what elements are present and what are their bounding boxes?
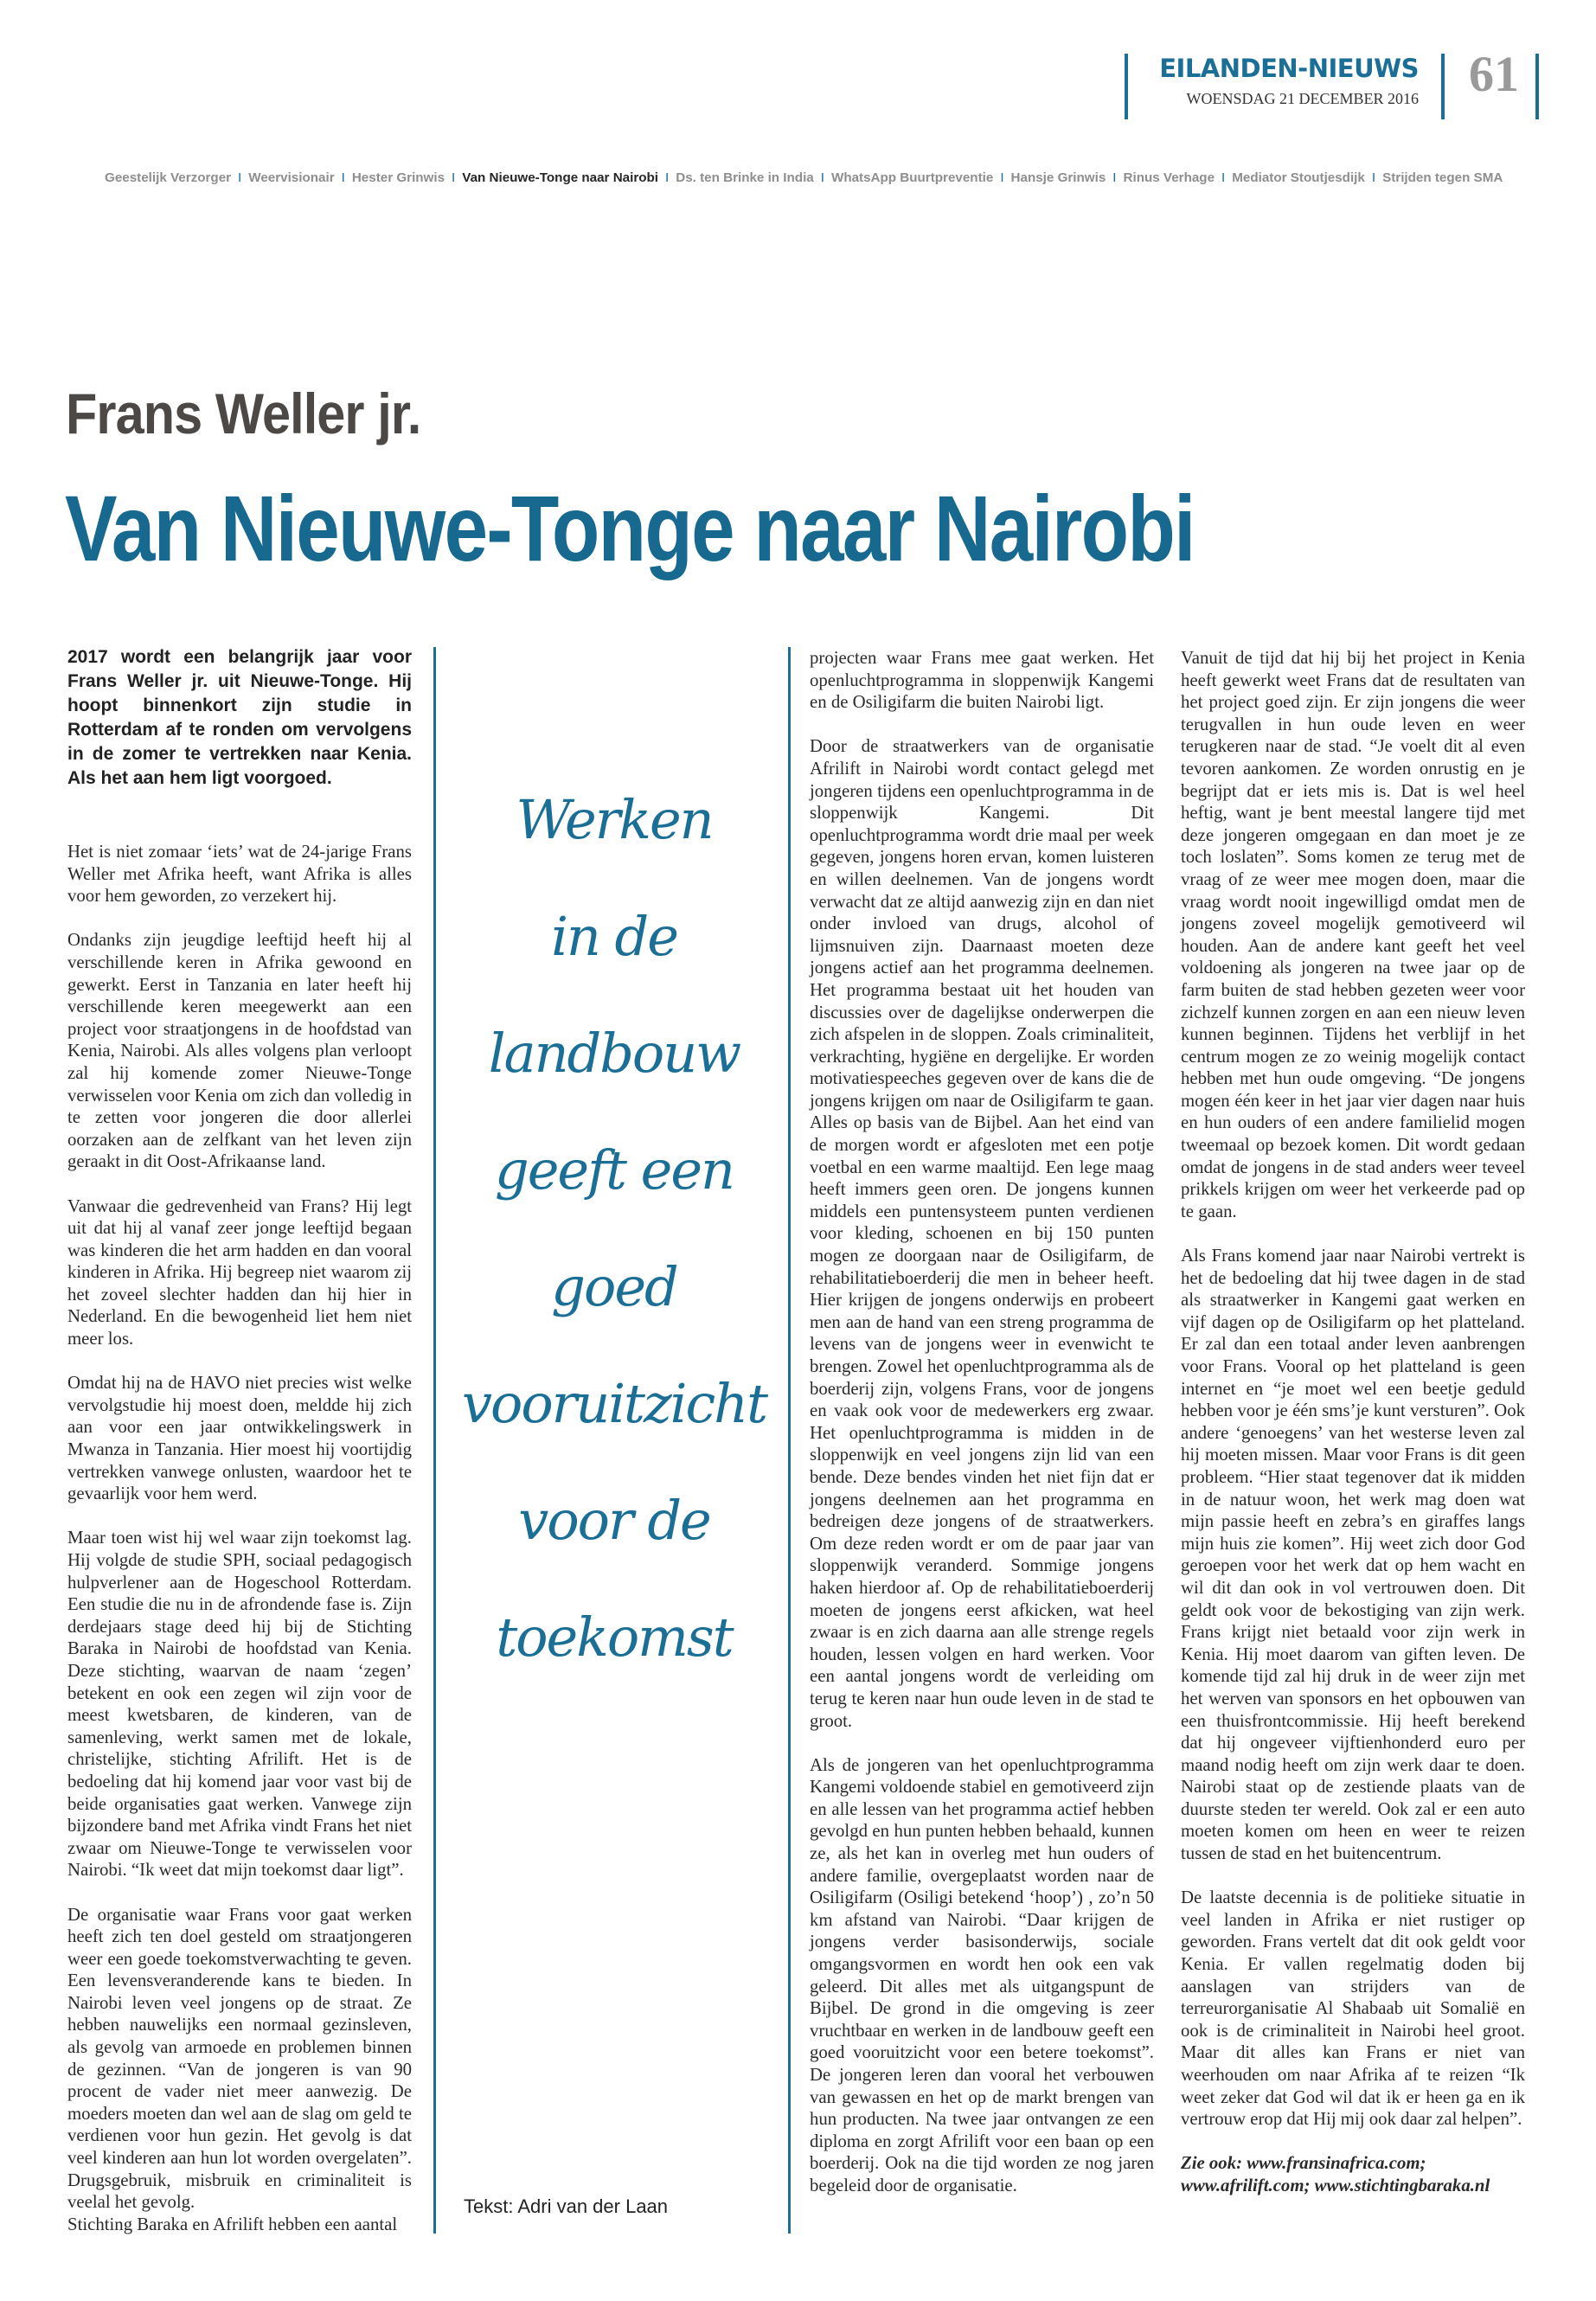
- paragraph: Maar toen wist hij wel waar zijn toekomst lag. Hij volgde de studie SPH, sociaal pedagogisch hulpverlener aan de Hogeschool Rotterdam. Een studie die nu in de afrondende fase is. Zijn derdejaars stage deed hij bij de Stichting Baraka in Nairobi de hoofdstad van Kenia. Deze stichting, waarvan de naam ‘zegen’ betekent en ook een zegen wil zijn voor de meest kwetsbaren, de kinderen, van de samenleving, werkt samen met de lokale, christelijke, stichting Afrilift. Het is de bedoeling dat hij komend jaar voor vast bij de beide organisaties gaat werken. Vanwege zijn bijzondere band met Afrika vindt Frans het niet zwaar om Nieuwe-Tonge te verwisselen voor Nairobi. “Ik weet dat mijn toekomst daar ligt”.: [67, 1528, 412, 1881]
- nav-item[interactable]: Hansje Grinwis: [1010, 170, 1106, 185]
- article-title: Van Nieuwe-Tonge naar Nairobi: [65, 476, 1195, 580]
- article-column-1: [67, 645, 412, 2235]
- paragraph: Omdat hij na de HAVO niet precies wist welke vervolgstudie hij moest doen, meldde hij zich aan voor een jaar ontwikkelingswerk in Mwanza in Tanzania. Hier moest hij voortijdig vertrekken vanwege onlusten, waardoor het te gevaarlijk voor hem werd.: [67, 1373, 412, 1504]
- nav-item[interactable]: Ds. ten Brinke in India: [676, 170, 814, 185]
- masthead-divider-end: [1535, 54, 1539, 119]
- paragraph: Als Frans komend jaar naar Nairobi vertrekt is het de bedoeling dat hij twee dagen in de stad als straatwerker in Kangemi gaat werken en vijf dagen op de Osiligifarm op het platteland. Er zal dan een totaal ander leven aanbrengen voor Frans. Vooral op het platteland is geen internet en “je moet wel een beetje geduld hebben voor je één sms’je kunt versturen”. Ook andere ‘genoegens’ van het westerse leven zal hij moeten missen. Maar voor Frans is dit geen probleem. “Hier staat tegenover dat ik midden in de natuur woon, het werk mag doen wat mijn passie heeft en zebra’s en giraffes langs mijn huis zie komen”. Hij weet zich door God geroepen voor het werk dat op hem wacht en wil dit dan ook in vol vertrouwen doen. Dit geldt ook voor de bekostiging van zijn werk. Frans krijgt niet betaald voor zijn werk in Kenia. Hij moet daarom van giften leven. De komende tijd zal hij druk in de weer zijn met het werven van sponsors en het opbouwen van een thuisfrontcommissie. Hij heeft berekend dat hij ongeveer vijftienhonderd euro per maand nodig heeft om zijn werk daar te doen. Nairobi staat op de zestiende plaats van de duurste steden ter wereld. Ook zal er een auto moeten komen om heen en weer te reizen tussen de stad en het buitencentrum.: [1181, 1246, 1525, 1864]
- column-rule: [433, 647, 436, 2234]
- paragraph: Als de jongeren van het openluchtprogramma Kangemi voldoende stabiel en gemotiveerd zijn en alle lessen van het programma actief hebben gevolgd en hun punten hebben behaald, kunnen ze, als het kan in overleg met hun ouders of andere familie, overgeplaatst worden naar de Osiligifarm (Osiligi betekend ‘hoop’) , zo’n 50 km afstand van Nairobi. “Daar krijgen de jongens verder basisonderwijs, sociale omgangsvormen en wordt hen ook een vak geleerd. Dit alles met als uitgangspunt de Bijbel. De grond in die omgeving is zeer vruchtbaar en werken in de landbouw geeft een goed vooruitzicht voor een betere toekomst”. De jongeren leren dan vooral het verbouwen van gewassen en het op de markt brengen van hun producten. Na twee jaar ontvangen ze een diploma en zorgt Afrilift voor een baan op een boerderij. Ook na die tijd worden ze nog jaren begeleid door de organisatie.: [810, 1754, 1154, 2195]
- nav-separator: I: [1371, 170, 1376, 185]
- pull-quote-line: in de: [551, 905, 677, 968]
- nav-item[interactable]: Mediator Stoutjesdijk: [1232, 170, 1365, 185]
- nav-separator: I: [341, 170, 345, 185]
- nav-separator: I: [452, 170, 456, 185]
- pull-quote-line: goed: [551, 1255, 677, 1318]
- nav-item[interactable]: WhatsApp Buurtpreventie: [830, 170, 994, 185]
- nav-item[interactable]: Strijden tegen SMA: [1382, 170, 1503, 185]
- paragraph: Vanwaar die gedrevenheid van Frans? Hij legt uit dat hij al vanaf zeer jonge leeftijd begaan was kinderen die het arm hadden en dan vooral kinderen in Afrika. Hij begreep niet waarom zij het zoveel slechter hadden dan hij hier in Nederland. En die bewogenheid liet hem niet meer los.: [67, 1195, 412, 1349]
- paragraph: De organisatie waar Frans voor gaat werken heeft zich ten doel gesteld om straatjongeren weer een goede toekomstverwachting te geven. Een levensveranderende kans te bieden. In Nairobi leven veel jongens op de straat. Ze hebben nauwelijks een normaal gezinsleven, als gevolg van armoede en problemen binnen de gezinnen. “Van de jongeren is van 90 procent de vader niet meer aanwezig. De moeders moeten dan wel aan de slag om geld te verdienen voor hun gezin. Het gevolg is dat veel kinderen aan hun lot worden overgelaten”. Drugsgebruik, misbruik en criminaliteit is veelal het gevolg.: [67, 1904, 412, 2213]
- paragraph: Door de straatwerkers van de organisatie Afrilift in Nairobi wordt contact gelegd met jongeren tijdens een openluchtprogramma in de sloppenwijk Kangemi. Dit openluchtprogramma wordt drie maal per week gegeven, jongens horen ervan, komen luisteren en willen deelnemen. Van de jongens wordt verwacht dat ze altijd aanwezig zijn en dan niet onder invloed van drugs, alcohol of lijmsnuiven zijn. Daarnaast moeten deze jongens actief aan het programma deelnemen. Het programma bestaat uit het houden van discussies over de dagelijkse onderwerpen die zich afspelen in de sloppen. Zoals criminaliteit, verkrachting, hygiëne en dergelijke. Er worden motivatiespeeches gegeven over de kans die de jongens krijgen om naar de Osiligifarm te gaan. Alles op basis van de Bijbel. Aan het eind van de morgen wordt er afgesloten met een potje voetbal en een warme maaltijd. Een lege maag heeft immers geen oren. De jongens kunnen middels een puntensysteem punten verdienen voor kleding, schoenen en bij 150 punten mogen ze doorgaan naar de Osiligifarm, de rehabilitatieboerderij die men in beheer heeft. Hier krijgen de jongens onderwijs en probeert men aan de hand van een streng programma de levens van de jongens weer in evenwicht te brengen. Zowel het openluchtprogramma als de boerderij zijn, volgens Frans, voor de jongens en vaak ook voor de medewerkers erg zwaar. Het openluchtprogramma is midden in de sloppenwijk en veel jongens zijn lid van een bende. Deze bendes vinden het niet fijn dat er jongens deelnemen aan het programma en bedreigen deze jongens of de straatwerkers. Om deze reden wordt er om de paar jaar van sloppenwijk veranderd. Sommige jongens haken hierdoor af. Op de rehabilitatieboerderij moeten de jongens eerst afkicken, wat heel zwaar is en zich daarna aan alle strenge regels houden, lessen volgen en hard werken. Voor een aantal jongens wordt de verleiding om terug te keren naar hun oude leven in de stad te groot.: [810, 736, 1154, 1731]
- publication-date: WOENSDAG 21 DECEMBER 2016: [1186, 90, 1419, 107]
- pull-quote: [450, 761, 779, 1695]
- nav-separator: I: [1000, 170, 1004, 185]
- article-author: Frans Weller jr.: [66, 381, 421, 445]
- nav-separator: I: [238, 170, 242, 185]
- paragraph: Het is niet zomaar ‘iets’ wat de 24-jarige Frans Weller met Afrika heeft, want Afrika is alles voor hem geworden, zo verzekert hij.: [67, 842, 412, 907]
- paragraph: De laatste decennia is de politieke situatie in veel landen in Afrika er niet rustiger op geworden. Frans vertelt dat dit ook geldt voor Kenia. Er vallen regelmatig doden bij aanslagen van strijders van de terreurorganisatie Al Shabaab uit Somalië en ook is de criminaliteit in Nairobi heel groot. Maar dit alles kan Frans er niet van weerhouden om naar Afrika af te reizen “Ik weet zeker dat God wil dat ik er heen ga en ik vertrouw erop dat Hij mij ook daar zal helpen”.: [1181, 1888, 1525, 2130]
- see-also-links[interactable]: Zie ook: www.fransinafrica.com; www.afrilift.com; www.stichtingbaraka.nl: [1181, 2153, 1490, 2195]
- section-nav: [105, 170, 1558, 185]
- nav-item-active[interactable]: Van Nieuwe-Tonge naar Nairobi: [462, 170, 659, 185]
- article-column-3: [1181, 647, 1525, 2197]
- nav-item[interactable]: Rinus Verhage: [1123, 170, 1215, 185]
- nav-separator: I: [820, 170, 824, 185]
- pull-quote-line: landbouw: [488, 1022, 740, 1085]
- publication-name: EILANDEN-NIEUWS: [1159, 54, 1419, 83]
- page-number: 61: [1469, 46, 1519, 102]
- column-rule: [788, 647, 791, 2234]
- article-lead: 2017 wordt een belangrijk jaar voor Frans Weller jr. uit Nieuwe-Tonge. Hij hoopt binnenkort zijn studie in Rotterdam af te ronden om vervolgens in de zomer te vertrekken naar Kenia. Als het aan hem ligt voorgoed.: [67, 647, 412, 788]
- pull-quote-line: geeft een: [495, 1138, 734, 1202]
- article-credit: Tekst: Adri van der Laan: [464, 2195, 669, 2217]
- pull-quote-line: vooruitzicht: [461, 1372, 767, 1435]
- masthead-divider-right: [1441, 54, 1445, 119]
- nav-item[interactable]: Weervisionair: [248, 170, 335, 185]
- paragraph: Ondanks zijn jeugdige leeftijd heeft hij al verschillende keren in Afrika gewoond en gewerkt. Eerst in Tanzania en later heeft hij verschillende keren meegewerkt aan een project voor straatjongens in de hoofdstad van Kenia, Nairobi. Als alles volgens plan verloopt zal hij komende zomer Nieuwe-Tonge verwisselen voor Kenia om zich dan volledig in te zetten voor jongeren die door allerlei oorzaken aan de zelfkant van het leven zijn geraakt in dit Oost-Afrikaanse land.: [67, 930, 412, 1172]
- paragraph: Stichting Baraka en Afrilift hebben een aantal: [67, 2214, 398, 2234]
- pull-quote-line: Werken: [516, 788, 713, 851]
- nav-separator: I: [665, 170, 670, 185]
- nav-item[interactable]: Hester Grinwis: [351, 170, 445, 185]
- article-column-2: [810, 647, 1154, 2197]
- nav-separator: I: [1221, 170, 1226, 185]
- pull-quote-line: toekomst: [496, 1606, 733, 1669]
- paragraph: projecten waar Frans mee gaat werken. Het openluchtprogramma in sloppenwijk Kangemi en de Osiligifarm die buiten Nairobi ligt.: [810, 648, 1154, 713]
- pull-quote-line: voor de: [518, 1489, 710, 1552]
- paragraph: Vanuit de tijd dat hij bij het project in Kenia heeft gewerkt weet Frans dat de resultaten van het project goed zijn. Er zijn jongens die weer terugvallen in hun oude leven en weer terugkeren naar de stad. “Je voelt dit al even tevoren aankomen. Ze worden onrustig en je begrijpt dat er iets mis is. Dat is wel heel heftig, want je bent meestal langere tijd met deze jongeren omgegaan en dan moet je ze toch loslaten”. Soms komen ze terug met de vraag of ze weer mee mogen doen, maar die vraag wordt nooit ingewilligd omdat men de jongens zoveel mogelijk gemotiveerd wil houden. Aan de andere kant geeft het veel voldoening als jongeren na twee jaar op de farm buiten de stad hebben gezeten weer voor zichzelf kunnen zorgen en aan een nieuw leven kunnen beginnen. Tijdens het verblijf in het centrum mogen ze zo weinig mogelijk contact hebben met hun oude omgeving. “De jongens mogen één keer in het jaar vier dagen naar huis en hun ouders of een andere familielid mogen tweemaal op bezoek komen. Dit wordt gedaan omdat de jongens in de stad anders weer teveel prikkels krijgen om weer het verkeerde pad op te gaan.: [1181, 648, 1525, 1221]
- nav-separator: I: [1112, 170, 1117, 185]
- nav-item[interactable]: Geestelijk Verzorger: [105, 170, 232, 185]
- masthead-divider-left: [1125, 54, 1128, 119]
